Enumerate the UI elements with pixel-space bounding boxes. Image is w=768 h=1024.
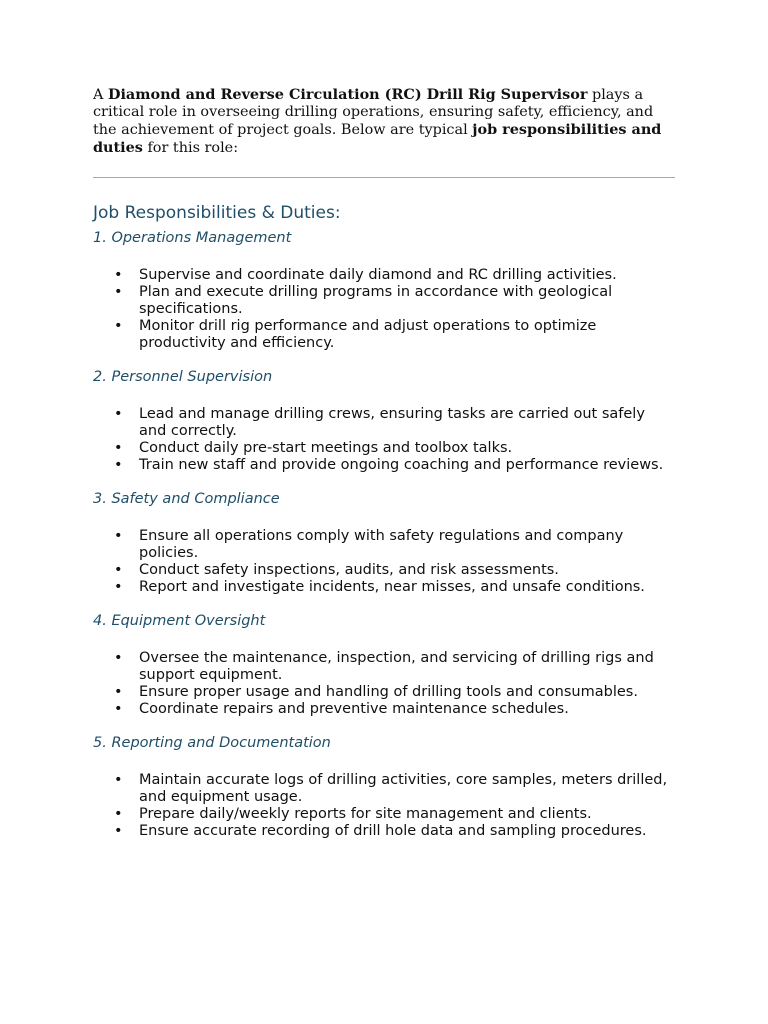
list-item: [93, 823, 675, 840]
list-item: [93, 650, 675, 684]
bullet-icon: •: [114, 284, 123, 300]
bullet-icon: •: [114, 806, 123, 822]
intro-role-title: Diamond and Reverse Circulation (RC) Drill Rig Supervisor: [107, 86, 588, 103]
list-item: [93, 457, 675, 474]
list-item-text: Supervise and coordinate daily diamond and RC drilling activities.: [139, 267, 617, 283]
intro-paragraph: [93, 86, 663, 157]
bullet-icon: •: [114, 528, 123, 544]
bullet-icon: •: [114, 406, 123, 422]
list-item: [93, 406, 675, 440]
list-item: [93, 440, 675, 457]
bullet-icon: •: [114, 562, 123, 578]
document-page: [93, 86, 675, 840]
bullet-icon: •: [114, 579, 123, 595]
list-item-text: Conduct safety inspections, audits, and risk assessments.: [139, 562, 559, 578]
list-item-text: Ensure accurate recording of drill hole data and sampling procedures.: [139, 823, 647, 839]
list-item: [93, 267, 675, 284]
bullet-icon: •: [114, 823, 123, 839]
list-item: [93, 806, 675, 823]
section-heading: Job Responsibilities & Duties:: [93, 203, 341, 223]
list-item: [93, 701, 675, 718]
list-item-text: Plan and execute drilling programs in accordance with geological specifications.: [139, 284, 613, 317]
intro-emphasis: job responsibilities and duties: [93, 121, 662, 156]
list-item-text: Ensure all operations comply with safety regulations and company policies.: [139, 528, 624, 561]
bullet-icon: •: [114, 457, 123, 473]
list-item: [93, 772, 675, 806]
subsection-title: 3. Safety and Compliance: [93, 491, 280, 507]
bullet-icon: •: [114, 701, 123, 717]
list-item-text: Train new staff and provide ongoing coaching and performance reviews.: [139, 457, 664, 473]
bullet-icon: •: [114, 684, 123, 700]
list-item: [93, 684, 675, 701]
bullet-list: [93, 650, 675, 718]
list-item-text: Ensure proper usage and handling of drilling tools and consumables.: [139, 684, 638, 700]
bullet-icon: •: [114, 440, 123, 456]
subsection-title: 2. Personnel Supervision: [93, 369, 273, 385]
intro-lead: A: [93, 87, 108, 103]
list-item: [93, 528, 675, 562]
bullet-icon: •: [114, 267, 123, 283]
list-item-text: Report and investigate incidents, near misses, and unsafe conditions.: [139, 579, 645, 595]
subsection-title: 1. Operations Management: [93, 230, 292, 246]
horizontal-divider: [93, 177, 675, 178]
bullet-list: [93, 528, 675, 596]
bullet-icon: •: [114, 650, 123, 666]
intro-tail: for this role:: [142, 140, 239, 156]
subsection-title: 5. Reporting and Documentation: [93, 735, 331, 751]
bullet-list: [93, 772, 675, 840]
list-item-text: Coordinate repairs and preventive maintenance schedules.: [139, 701, 569, 717]
subsection-title: 4. Equipment Oversight: [93, 613, 266, 629]
list-item: [93, 284, 675, 318]
list-item-text: Oversee the maintenance, inspection, and servicing of drilling rigs and support equipment.: [139, 650, 654, 683]
list-item: [93, 579, 675, 596]
list-item: [93, 562, 675, 579]
intro-middle: plays a critical role in overseeing drilling operations, ensuring safety, efficiency, and the achievement of project goals. Below are typical: [93, 87, 654, 138]
list-item-text: Monitor drill rig performance and adjust operations to optimize productivity and efficiency.: [139, 318, 597, 351]
list-item-text: Maintain accurate logs of drilling activities, core samples, meters drilled, and equipment usage.: [139, 772, 668, 805]
bullet-icon: •: [114, 318, 123, 334]
responsibility-sections: [93, 230, 675, 840]
list-item-text: Conduct daily pre-start meetings and toolbox talks.: [139, 440, 513, 456]
list-item-text: Lead and manage drilling crews, ensuring tasks are carried out safely and correctly.: [139, 406, 645, 439]
bullet-list: [93, 406, 675, 474]
list-item-text: Prepare daily/weekly reports for site management and clients.: [139, 806, 592, 822]
bullet-icon: •: [114, 772, 123, 788]
list-item: [93, 318, 675, 352]
bullet-list: [93, 267, 675, 352]
